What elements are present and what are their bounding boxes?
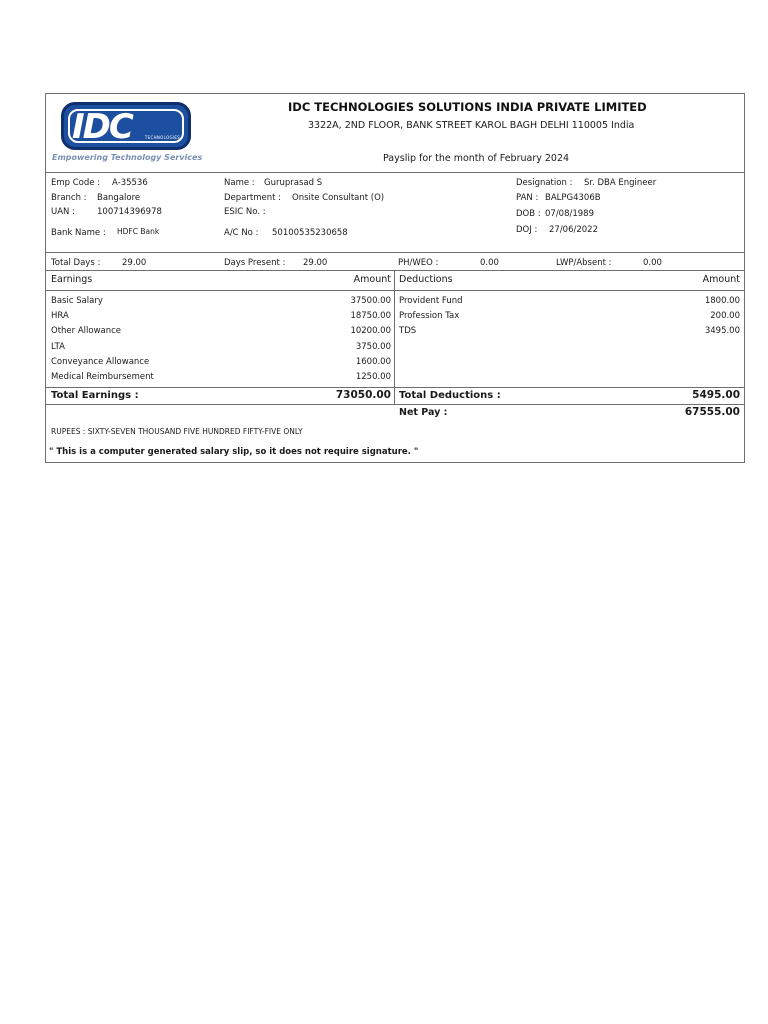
dob-label: DOB :: [516, 209, 541, 219]
company-tagline: Empowering Technology Services: [52, 153, 203, 162]
computer-generated-note: " This is a computer generated salary slip, so it does not require signature. ": [49, 447, 419, 457]
divider: [46, 387, 744, 388]
earning-label: Other Allowance: [51, 326, 122, 336]
net-pay: 67555.00: [684, 406, 740, 418]
designation: Sr. DBA Engineer: [584, 178, 657, 188]
ph-weo: 0.00: [480, 258, 499, 268]
bank-name: HDFC Bank: [117, 227, 160, 236]
days-present-label: Days Present :: [224, 258, 286, 268]
earning-amount: 10200.00: [350, 326, 391, 336]
earning-amount: 1250.00: [355, 372, 391, 382]
earning-label: LTA: [51, 342, 65, 352]
lwp-label: LWP/Absent :: [556, 258, 612, 268]
earning-amount: 18750.00: [350, 311, 391, 321]
pan: BALPG4306B: [545, 193, 601, 203]
ph-weo-label: PH/WEO :: [398, 258, 439, 268]
divider: [46, 404, 744, 405]
net-pay-label: Net Pay :: [399, 407, 448, 418]
lwp: 0.00: [643, 258, 662, 268]
emp-code: A-35536: [112, 178, 148, 188]
ac-no: 50100535230658: [272, 228, 348, 238]
deductions-amount-header: Amount: [702, 274, 740, 285]
department-label: Department :: [224, 193, 282, 203]
divider: [46, 252, 744, 253]
total-days: 29.00: [122, 258, 147, 268]
branch: Bangalore: [97, 193, 141, 203]
deduction-amount: 200.00: [710, 311, 740, 321]
earning-label: Conveyance Allowance: [51, 357, 150, 367]
earning-amount: 37500.00: [350, 296, 391, 306]
deduction-label: Provident Fund: [399, 296, 463, 306]
company-logo: [61, 102, 191, 150]
uan: 100714396978: [97, 207, 162, 217]
earning-amount: 3750.00: [355, 342, 391, 352]
bank-name-label: Bank Name :: [51, 228, 106, 238]
column-divider: [394, 270, 395, 405]
uan-label: UAN :: [51, 207, 75, 217]
deduction-amount: 3495.00: [704, 326, 740, 336]
name-label: Name :: [224, 178, 255, 188]
payslip-title: Payslip for the month of February 2024: [383, 153, 570, 164]
deduction-label: Profession Tax: [399, 311, 460, 321]
doj-label: DOJ :: [516, 225, 538, 235]
payslip: [45, 93, 745, 463]
total-earnings: 73050.00: [335, 389, 391, 401]
total-earnings-label: Total Earnings :: [51, 390, 139, 401]
emp-code-label: Emp Code :: [51, 178, 101, 188]
company-name: IDC TECHNOLOGIES SOLUTIONS INDIA PRIVATE LIMITED: [288, 100, 647, 114]
dob: 07/08/1989: [545, 209, 594, 219]
total-deductions: 5495.00: [692, 389, 740, 401]
ac-no-label: A/C No :: [224, 228, 259, 238]
earning-amount: 1600.00: [355, 357, 391, 367]
divider: [46, 270, 744, 271]
earning-label: HRA: [51, 311, 69, 321]
logo-text: IDC: [72, 107, 132, 147]
divider: [46, 290, 744, 291]
earnings-amount-header: Amount: [353, 274, 391, 285]
divider: [46, 172, 744, 173]
employee-name: Guruprasad S: [264, 178, 323, 188]
total-deductions-label: Total Deductions :: [399, 390, 501, 401]
company-address: 3322A, 2ND FLOOR, BANK STREET KAROL BAGH DELHI 110005 India: [308, 120, 635, 131]
deductions-header: Deductions: [399, 274, 453, 285]
branch-label: Branch :: [51, 193, 87, 203]
deduction-label: TDS: [399, 326, 417, 336]
earning-label: Medical Reimbursement: [51, 372, 154, 382]
earning-label: Basic Salary: [51, 296, 103, 306]
pan-label: PAN :: [516, 193, 539, 203]
amount-in-words: RUPEES : SIXTY-SEVEN THOUSAND FIVE HUNDRED FIFTY-FIVE ONLY: [51, 427, 303, 436]
deduction-amount: 1800.00: [704, 296, 740, 306]
earnings-header: Earnings: [51, 274, 93, 285]
days-present: 29.00: [303, 258, 328, 268]
logo-subtext: TECHNOLOGIES: [144, 135, 180, 140]
department: Onsite Consultant (O): [292, 193, 385, 203]
designation-label: Designation :: [516, 178, 573, 188]
total-days-label: Total Days :: [51, 258, 101, 268]
doj: 27/06/2022: [549, 225, 598, 235]
esic-label: ESIC No. :: [224, 207, 266, 217]
